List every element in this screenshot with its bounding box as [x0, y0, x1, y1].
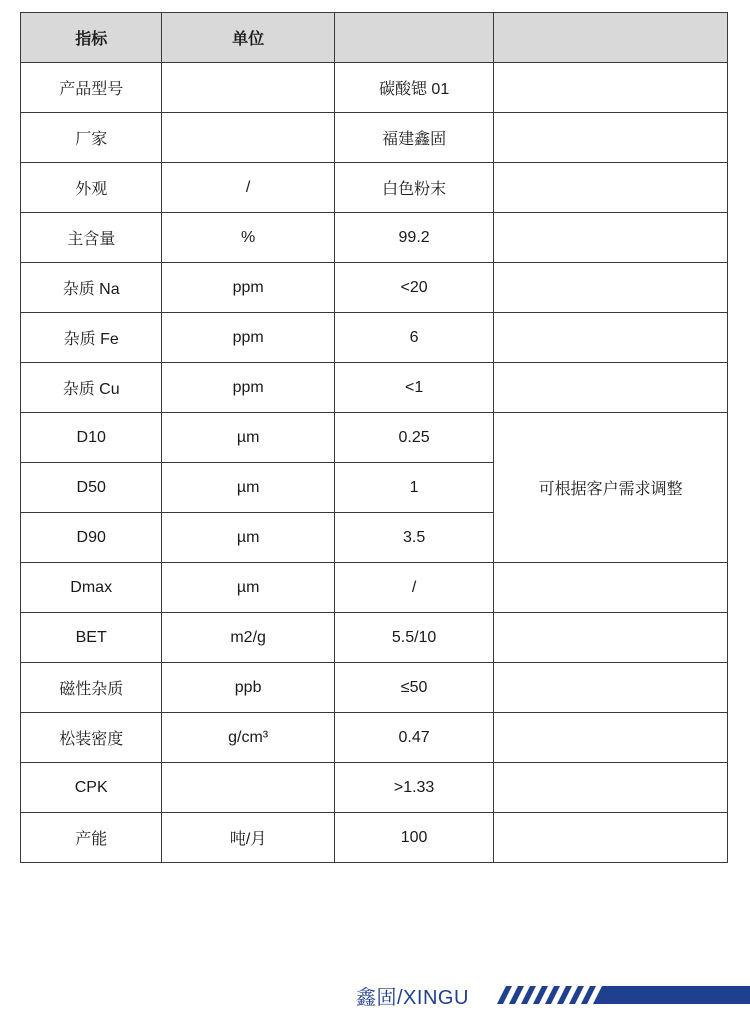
row-name: Dmax	[21, 563, 162, 613]
table-row	[21, 813, 728, 863]
row-name: 杂质 Fe	[21, 313, 162, 363]
row-value: 碳酸锶 01	[334, 63, 493, 113]
table-row	[21, 413, 728, 463]
header-cell-indicator: 指标	[21, 13, 162, 63]
row-note	[494, 813, 728, 863]
row-value: <1	[334, 363, 493, 413]
row-name: 主含量	[21, 213, 162, 263]
table-row	[21, 763, 728, 813]
row-value: 白色粉末	[334, 163, 493, 213]
row-note	[494, 363, 728, 413]
row-unit: 吨/月	[162, 813, 334, 863]
row-value: /	[334, 563, 493, 613]
row-name: D10	[21, 413, 162, 463]
row-unit	[162, 63, 334, 113]
row-unit: µm	[162, 413, 334, 463]
header-cell-note	[494, 13, 728, 63]
row-name: 松装密度	[21, 713, 162, 763]
row-value: 100	[334, 813, 493, 863]
row-unit: ppm	[162, 363, 334, 413]
row-value: ≤50	[334, 663, 493, 713]
stripe-decoration-icon	[497, 986, 750, 1004]
row-unit: ppm	[162, 313, 334, 363]
row-value: 福建鑫固	[334, 113, 493, 163]
row-note	[494, 163, 728, 213]
row-unit: ppb	[162, 663, 334, 713]
table-row	[21, 263, 728, 313]
row-value: 99.2	[334, 213, 493, 263]
row-unit: µm	[162, 463, 334, 513]
row-note	[494, 63, 728, 113]
row-unit: /	[162, 163, 334, 213]
row-note	[494, 213, 728, 263]
row-name: 厂家	[21, 113, 162, 163]
row-unit	[162, 113, 334, 163]
row-value: 1	[334, 463, 493, 513]
footer-brand-bar	[0, 976, 750, 1016]
row-unit: g/cm³	[162, 713, 334, 763]
row-name: 杂质 Cu	[21, 363, 162, 413]
row-value: 0.47	[334, 713, 493, 763]
row-note	[494, 113, 728, 163]
row-name: D90	[21, 513, 162, 563]
table-header-row	[21, 13, 728, 63]
row-name: 外观	[21, 163, 162, 213]
row-note	[494, 663, 728, 713]
adjustable-note: 可根据客户需求调整	[494, 413, 728, 563]
table-row	[21, 113, 728, 163]
row-name: 磁性杂质	[21, 663, 162, 713]
row-value: 3.5	[334, 513, 493, 563]
row-unit	[162, 763, 334, 813]
row-note	[494, 713, 728, 763]
row-unit: m2/g	[162, 613, 334, 663]
row-note	[494, 313, 728, 363]
row-name: CPK	[21, 763, 162, 813]
table-row	[21, 213, 728, 263]
row-unit: µm	[162, 563, 334, 613]
row-note	[494, 263, 728, 313]
row-note	[494, 563, 728, 613]
table-row	[21, 563, 728, 613]
row-unit: %	[162, 213, 334, 263]
header-cell-value	[334, 13, 493, 63]
row-value: <20	[334, 263, 493, 313]
row-note	[494, 763, 728, 813]
row-note	[494, 613, 728, 663]
row-name: 产能	[21, 813, 162, 863]
table-row	[21, 663, 728, 713]
row-unit: ppm	[162, 263, 334, 313]
spec-table	[20, 12, 728, 863]
row-name: 产品型号	[21, 63, 162, 113]
table-row	[21, 63, 728, 113]
row-name: BET	[21, 613, 162, 663]
row-unit: µm	[162, 513, 334, 563]
brand-name: 鑫固/XINGU	[356, 987, 469, 1009]
row-value: 6	[334, 313, 493, 363]
table-row	[21, 613, 728, 663]
row-name: D50	[21, 463, 162, 513]
table-row	[21, 163, 728, 213]
row-value: 0.25	[334, 413, 493, 463]
table-row	[21, 313, 728, 363]
row-value: 5.5/10	[334, 613, 493, 663]
row-name: 杂质 Na	[21, 263, 162, 313]
table-row	[21, 713, 728, 763]
row-value: >1.33	[334, 763, 493, 813]
header-cell-unit: 单位	[162, 13, 334, 63]
table-row	[21, 363, 728, 413]
